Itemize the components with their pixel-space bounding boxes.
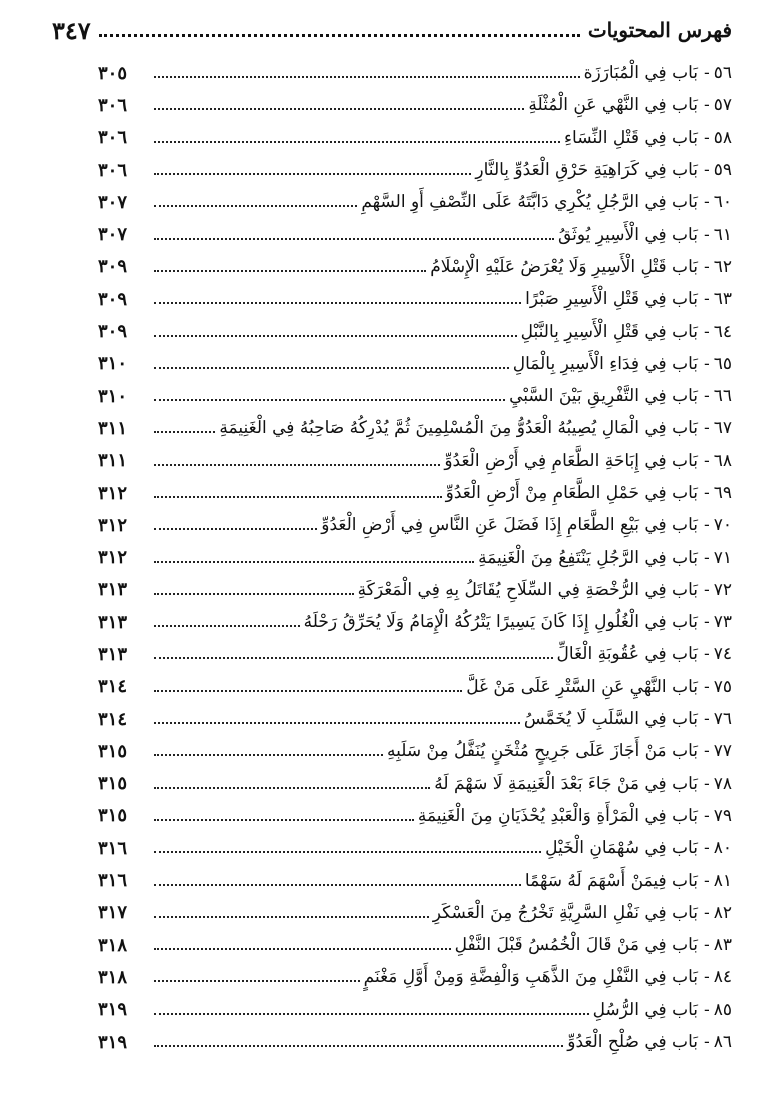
entry-number: ٦٥ — [713, 353, 732, 374]
entry-number: ٥٩ — [713, 160, 732, 181]
entry-page-number: ٣٠٩ — [98, 288, 128, 310]
entry-dash: - — [703, 63, 710, 84]
entry-title: بَاب فِي قَتْلِ الْأَسِيرِ صَبْرًا — [525, 289, 698, 310]
entry-dash: - — [703, 612, 710, 633]
dot-leader — [154, 100, 524, 110]
toc-entry — [98, 832, 732, 864]
dot-leader — [154, 423, 215, 433]
entry-page-number: ٣١٣ — [98, 579, 128, 601]
entry-title: بَاب فِيمَنْ أَسْهَمَ لَهُ سَهْمًا — [524, 870, 698, 891]
entry-number: ٧١ — [713, 547, 732, 568]
toc-entry — [98, 703, 732, 735]
toc-entry — [98, 994, 732, 1026]
dot-leader — [154, 553, 474, 563]
dot-leader — [154, 262, 426, 272]
entry-number: ٦٠ — [713, 192, 732, 213]
dot-leader — [154, 1037, 563, 1047]
dot-leader — [154, 327, 517, 337]
entry-dash: - — [703, 773, 710, 794]
entry-dash: - — [703, 256, 710, 277]
toc-entry — [98, 412, 732, 444]
entry-page-number: ٣١٤ — [98, 708, 128, 730]
entry-number: ٧٨ — [713, 773, 732, 794]
dot-leader — [154, 682, 462, 692]
toc-entry — [98, 800, 732, 832]
entry-number: ٦٤ — [713, 321, 732, 342]
dot-leader — [154, 843, 541, 853]
page-title: فهرس المحتويات — [587, 18, 732, 42]
entry-page-number: ٣١٩ — [98, 1031, 128, 1053]
toc-entry — [98, 929, 732, 961]
entry-title: بَاب فِي الْمَالِ يُصِيبُهُ الْعَدُوُّ مِنَ الْمُسْلِمِينَ ثُمَّ يُدْرِكُهُ صَاحِبُهُ فِي الْغَنِيمَةِ — [219, 418, 698, 439]
dot-leader — [154, 359, 509, 369]
entry-number: ٦٩ — [713, 483, 732, 503]
toc-entry — [98, 1026, 732, 1058]
dot-leader — [154, 165, 471, 175]
entry-page-number: ٣١٠ — [98, 353, 128, 375]
dot-leader — [154, 294, 521, 304]
dot-leader — [154, 746, 383, 756]
table-of-contents — [98, 57, 732, 1058]
toc-entry — [98, 445, 732, 477]
entry-dash: - — [703, 386, 710, 407]
entry-dash: - — [703, 579, 710, 600]
dot-leader — [154, 391, 505, 401]
dot-leader — [154, 68, 580, 78]
entry-number: ٧٣ — [713, 612, 732, 633]
entry-number: ٦٣ — [713, 289, 732, 310]
entry-title: بَاب مَنْ أَجَازَ عَلَى جَرِيحٍ مُثْخَنٍ يُنَفَّلُ مِنْ سَلَبِهِ — [386, 741, 698, 762]
dot-leader — [154, 714, 520, 724]
toc-entry — [98, 348, 732, 380]
entry-number: ٨٦ — [713, 1032, 732, 1053]
entry-number: ٨٢ — [713, 902, 732, 923]
dot-leader — [154, 972, 360, 982]
entry-page-number: ٣١٨ — [98, 966, 128, 988]
dot-leader — [154, 649, 553, 659]
entry-dash: - — [703, 160, 710, 181]
toc-entry — [98, 315, 732, 347]
entry-title: بَاب فِي التَّفْرِيقِ بَيْنَ السَّبْيِ — [509, 386, 698, 407]
toc-entry — [98, 283, 732, 315]
entry-page-number: ٣١١ — [98, 417, 128, 439]
dot-leader — [154, 811, 414, 821]
entry-title: بَاب فِي عُقُوبَةِ الْغَالِّ — [556, 644, 698, 665]
page-header — [52, 10, 732, 50]
toc-entry — [98, 864, 732, 896]
toc-entry — [98, 186, 732, 218]
entry-dash: - — [703, 1032, 710, 1053]
entry-title: بَاب فِي الْأَسِيرِ يُوثَقُ — [557, 224, 698, 245]
entry-page-number: ٣١٠ — [98, 385, 128, 407]
entry-number: ٦٧ — [713, 418, 732, 439]
entry-page-number: ٣١٥ — [98, 740, 128, 762]
entry-page-number: ٣١٤ — [98, 676, 128, 698]
entry-title: بَاب فِي مَنْ جَاءَ بَعْدَ الْغَنِيمَةِ لَا سَهْمَ لَهُ — [434, 773, 698, 794]
entry-page-number: ٣٠٧ — [98, 224, 128, 246]
entry-page-number: ٣١٢ — [98, 482, 128, 504]
toc-entry — [98, 541, 732, 573]
dot-leader — [154, 488, 442, 498]
entry-page-number: ٣٠٦ — [98, 127, 128, 149]
entry-number: ٦٨ — [713, 450, 732, 471]
entry-number: ٧٩ — [713, 805, 732, 826]
entry-number: ٧٥ — [713, 676, 732, 697]
entry-dash: - — [703, 127, 710, 148]
entry-title: بَاب فِي كَرَاهِيَةِ حَرْقِ الْعَدُوِّ بِالنَّارِ — [475, 160, 698, 181]
entry-page-number: ٣٠٩ — [98, 321, 128, 343]
entry-dash: - — [703, 644, 710, 665]
entry-title: بَاب فِي حَمْلِ الطَّعَامِ مِنْ أَرْضِ الْعَدُوِّ — [445, 483, 698, 503]
toc-entry — [98, 961, 732, 993]
entry-title: بَاب فِي الرُّخْصَةِ فِي السِّلَاحِ يُقَاتَلُ بِهِ فِي الْمَعْرَكَةِ — [357, 579, 698, 600]
entry-title: بَاب النَّهْيِ عَنِ السَّتْرِ عَلَى مَنْ غَلَّ — [466, 676, 698, 697]
entry-title: بَاب فِي إِبَاحَةِ الطَّعَامِ فِي أَرْضِ الْعَدُوِّ — [444, 450, 698, 471]
entry-dash: - — [703, 483, 710, 503]
dot-leader — [154, 1005, 589, 1015]
entry-page-number: ٣٠٩ — [98, 256, 128, 278]
entry-page-number: ٣١٣ — [98, 643, 128, 665]
entry-number: ٥٧ — [713, 95, 732, 116]
entry-dash: - — [703, 805, 710, 826]
entry-title: بَاب فِي فِدَاءِ الْأَسِيرِ بِالْمَالِ — [512, 353, 698, 374]
entry-dash: - — [703, 450, 710, 471]
entry-title: بَاب فِي الْغُلُولِ إِذَا كَانَ يَسِيرًا يَتْرُكُهُ الْإِمَامُ وَلَا يُحَرِّقُ رَحْلَهُ — [303, 612, 698, 633]
dot-leader — [154, 876, 521, 886]
entry-dash: - — [703, 321, 710, 342]
entry-number: ٦١ — [713, 224, 732, 245]
dot-leader — [154, 197, 357, 207]
entry-page-number: ٣١٢ — [98, 547, 128, 569]
entry-dash: - — [703, 95, 710, 116]
entry-number: ٨٣ — [713, 935, 732, 956]
entry-dash: - — [703, 967, 710, 988]
toc-entry — [98, 768, 732, 800]
entry-dash: - — [703, 418, 710, 439]
entry-title: بَاب فِي الرَّجُلِ يَنْتَفِعُ مِنَ الْغَنِيمَةِ — [478, 547, 698, 568]
entry-number: ٧٦ — [713, 709, 732, 730]
entry-number: ٧٧ — [713, 741, 732, 762]
entry-page-number: ٣١٦ — [98, 870, 128, 892]
entry-title: بَاب فِي مَنْ قَالَ الْخُمُسُ قَبْلَ النَّفْلِ — [454, 935, 698, 956]
entry-number: ٨١ — [713, 870, 732, 891]
entry-page-number: ٣١٣ — [98, 611, 128, 633]
entry-dash: - — [703, 224, 710, 245]
entry-page-number: ٣١٧ — [98, 902, 128, 924]
entry-number: ٨٥ — [713, 999, 732, 1020]
entry-dash: - — [703, 870, 710, 891]
toc-entry — [98, 897, 732, 929]
entry-title: بَاب فِي صُلْحِ الْعَدُوِّ — [567, 1032, 698, 1053]
toc-entry — [98, 735, 732, 767]
entry-number: ٨٠ — [713, 838, 732, 859]
toc-entry — [98, 122, 732, 154]
entry-title: بَاب فِي قَتْلِ الْأَسِيرِ بِالنَّبْلِ — [520, 321, 698, 342]
toc-entry — [98, 380, 732, 412]
dot-leader — [154, 133, 560, 143]
entry-number: ٧٠ — [713, 515, 732, 536]
toc-entry — [98, 477, 732, 509]
entry-dash: - — [703, 709, 710, 730]
dot-leader — [154, 230, 554, 240]
entry-title: بَاب فِي الْمَرْأَةِ وَالْعَبْدِ يُحْذَيَانِ مِنَ الْغَنِيمَةِ — [417, 805, 698, 826]
entry-number: ٧٢ — [713, 579, 732, 600]
entry-number: ٦٢ — [713, 256, 732, 277]
toc-entry — [98, 57, 732, 89]
entry-page-number: ٣١٢ — [98, 514, 128, 536]
entry-number: ٦٦ — [713, 386, 732, 407]
entry-page-number: ٣٠٦ — [98, 159, 128, 181]
entry-dash: - — [703, 192, 710, 213]
dot-leader — [154, 520, 317, 530]
entry-title: بَاب فِي النَّفْلِ مِنَ الذَّهَبِ وَالْفِضَّةِ وَمِنْ أَوَّلِ مَغْنَمٍ — [363, 967, 698, 988]
entry-title: بَاب فِي نَفْلِ السَّرِيَّةِ تَخْرُجُ مِنَ الْعَسْكَرِ — [432, 902, 698, 923]
entry-title: بَاب فِي النَّهْي عَنِ الْمُثْلَةِ — [528, 95, 698, 116]
entry-page-number: ٣٠٧ — [98, 191, 128, 213]
entry-title: بَاب فِي الرَّجُلِ يُكْرِي دَابَّتَهُ عَلَى النِّصْفِ أَوِ السَّهْمِ — [361, 192, 698, 213]
entry-title: بَاب فِي سُهْمَانِ الْخَيْلِ — [545, 838, 698, 859]
entry-page-number: ٣٠٦ — [98, 94, 128, 116]
toc-entry — [98, 89, 732, 121]
entry-number: ٥٨ — [713, 127, 732, 148]
entry-page-number: ٣١٩ — [98, 999, 128, 1021]
toc-entry — [98, 574, 732, 606]
page-number: ٣٤٧ — [52, 15, 91, 45]
entry-dash: - — [703, 547, 710, 568]
toc-entry — [98, 638, 732, 670]
entry-number: ٨٤ — [713, 967, 732, 988]
entry-dash: - — [703, 289, 710, 310]
entry-title: بَاب فِي الرُّسُلِ — [592, 999, 698, 1020]
entry-page-number: ٣١٥ — [98, 773, 128, 795]
entry-dash: - — [703, 741, 710, 762]
dot-leader — [154, 585, 354, 595]
entry-number: ٥٦ — [713, 63, 732, 84]
entry-dash: - — [703, 838, 710, 859]
entry-dash: - — [703, 353, 710, 374]
toc-entry — [98, 509, 732, 541]
dot-leader — [154, 908, 429, 918]
header-dot-leader — [99, 24, 580, 37]
dot-leader — [154, 779, 430, 789]
toc-entry — [98, 671, 732, 703]
dot-leader — [154, 617, 300, 627]
entry-title: بَاب فِي قَتْلِ النِّسَاءِ — [564, 127, 698, 148]
toc-entry — [98, 251, 732, 283]
entry-page-number: ٣١٥ — [98, 805, 128, 827]
entry-page-number: ٣١٨ — [98, 934, 128, 956]
entry-dash: - — [703, 935, 710, 956]
entry-dash: - — [703, 676, 710, 697]
entry-title: بَاب فِي السَّلَبِ لَا يُخَمَّسُ — [523, 709, 698, 730]
entry-title: بَاب قَتْلِ الْأَسِيرِ وَلَا يُعْرَضُ عَلَيْهِ الْإِسْلَامُ — [430, 256, 698, 277]
entry-number: ٧٤ — [713, 644, 732, 665]
entry-title: بَاب فِي بَيْعِ الطَّعَامِ إِذَا فَضَلَ عَنِ النَّاسِ فِي أَرْضِ الْعَدُوِّ — [321, 515, 698, 536]
entry-dash: - — [703, 515, 710, 536]
toc-entry — [98, 218, 732, 250]
entry-title: بَاب فِي الْمُبَارَزَة — [583, 63, 698, 84]
entry-page-number: ٣٠٥ — [98, 62, 128, 84]
entry-page-number: ٣١٦ — [98, 837, 128, 859]
toc-entry — [98, 154, 732, 186]
entry-dash: - — [703, 902, 710, 923]
dot-leader — [154, 940, 451, 950]
entry-dash: - — [703, 999, 710, 1020]
toc-entry — [98, 606, 732, 638]
entry-page-number: ٣١١ — [98, 450, 128, 472]
dot-leader — [154, 456, 440, 466]
